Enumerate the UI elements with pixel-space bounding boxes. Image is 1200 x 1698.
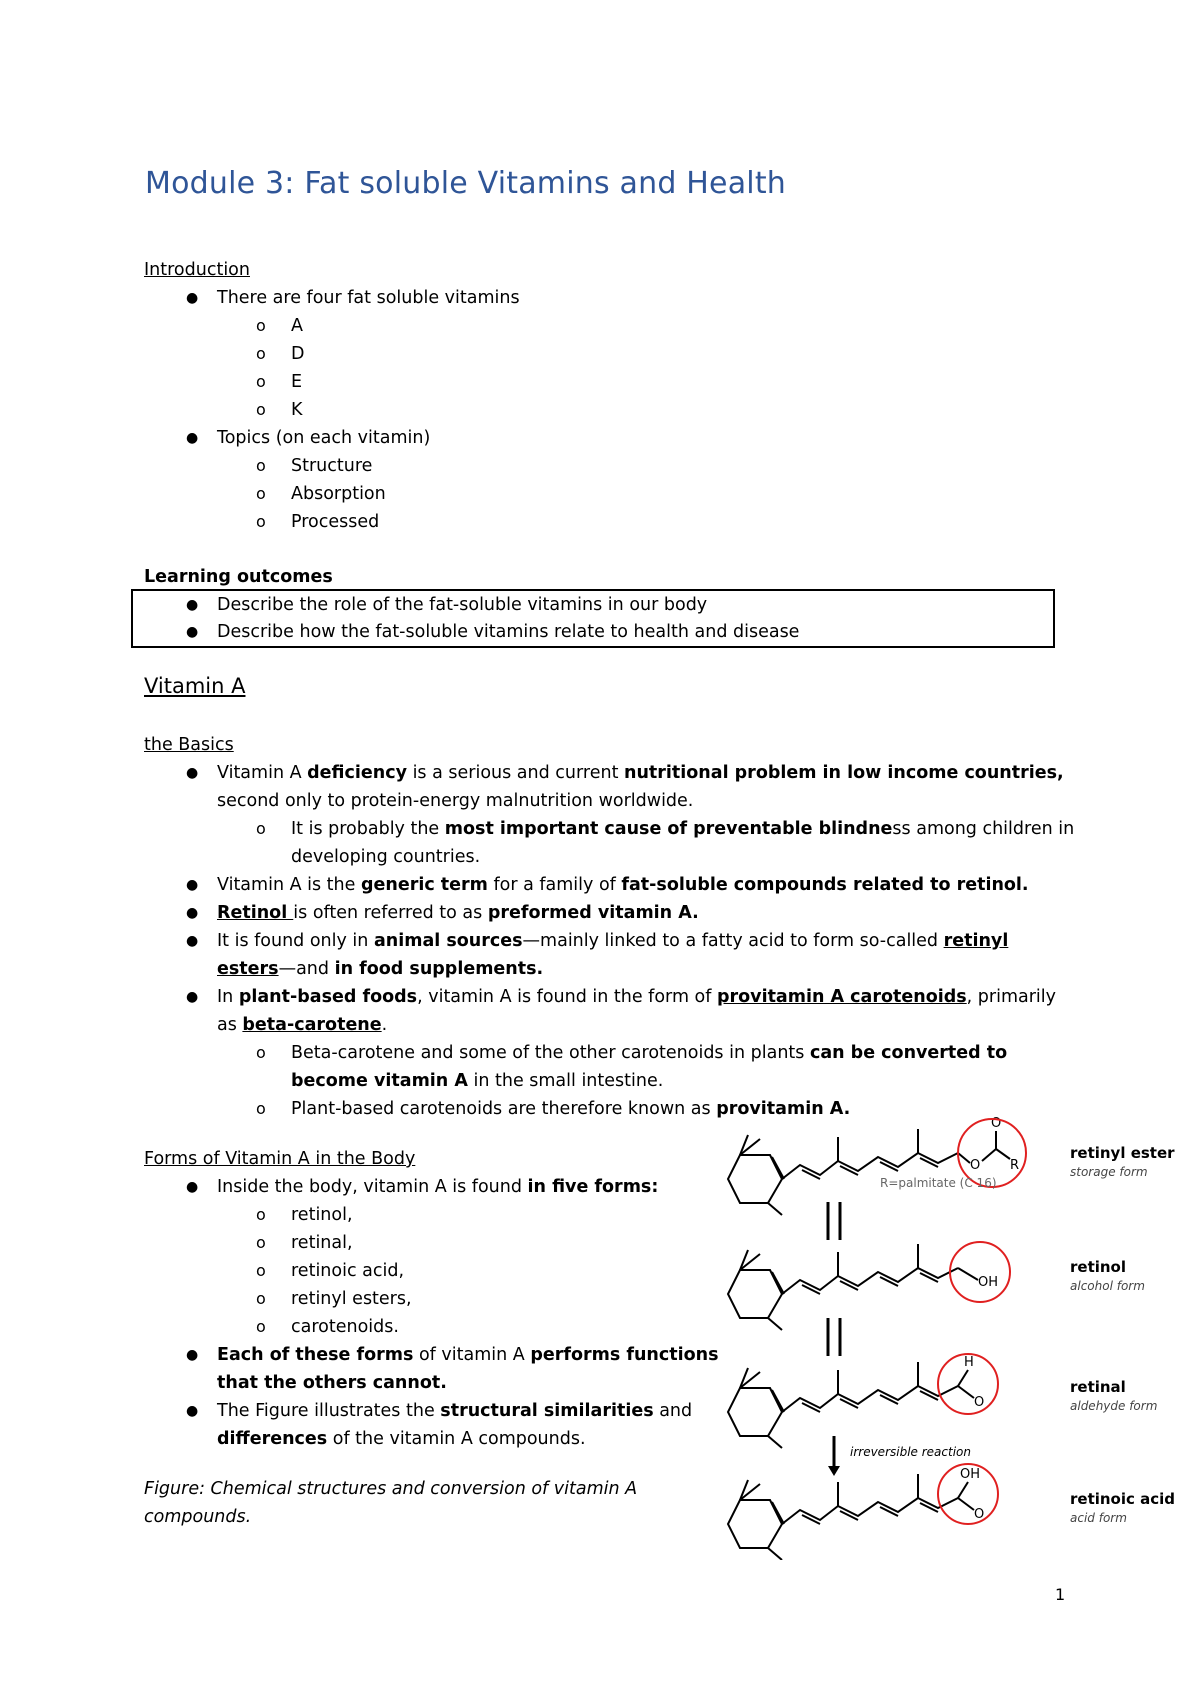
ester-o-label: O	[970, 1158, 981, 1173]
bullet-icon: ●	[186, 905, 199, 921]
retinol-structure	[728, 1242, 1010, 1330]
o-bullet-icon: o	[256, 1317, 266, 1336]
o-bullet-icon: o	[256, 316, 266, 335]
form-item: retinyl esters,	[291, 1289, 412, 1309]
forms-bullet-3: The Figure illustrates the structural similarities and	[217, 1401, 693, 1421]
topic-item: Processed	[291, 512, 380, 532]
h-label: H	[964, 1355, 974, 1370]
reversible-arrow-icon	[828, 1202, 840, 1240]
o-bullet-icon: o	[256, 1233, 266, 1252]
o-label: O	[974, 1395, 985, 1410]
intro-bullet-2: Topics (on each vitamin)	[217, 428, 431, 448]
o-bullet-icon: o	[256, 400, 266, 419]
basics-sub-2: Beta-carotene and some of the other carotenoids in plants can be converted to	[291, 1043, 1008, 1063]
compound-name: retinol	[1070, 1258, 1127, 1276]
bullet-icon: ●	[186, 989, 199, 1005]
basics-sub-1-cont: developing countries.	[291, 847, 481, 867]
basics-paragraph-5: In plant-based foods, vitamin A is found in the form of provitamin A carotenoids, primarily	[217, 987, 1057, 1007]
vitamin-item: K	[291, 400, 303, 420]
outcome-item: Describe how the fat-soluble vitamins relate to health and disease	[217, 622, 800, 642]
bullet-icon: ●	[186, 624, 199, 640]
o-bullet-icon: o	[256, 1289, 266, 1308]
bullet-icon: ●	[186, 877, 199, 893]
o-label: O	[974, 1507, 985, 1522]
outcome-item: Describe the role of the fat-soluble vitamins in our body	[217, 595, 708, 615]
form-item: retinol,	[291, 1205, 353, 1225]
o-bullet-icon: o	[256, 1043, 266, 1062]
topic-item: Structure	[291, 456, 373, 476]
forms-heading: Forms of Vitamin A in the Body	[144, 1149, 416, 1169]
form-item: carotenoids.	[291, 1317, 399, 1337]
o-bullet-icon: o	[256, 372, 266, 391]
bullet-icon: ●	[186, 1347, 199, 1363]
section-heading-vitamin-a: Vitamin A	[144, 674, 246, 698]
basics-paragraph-1: Vitamin A deficiency is a serious and current nutritional problem in low income countries,	[217, 763, 1064, 783]
bullet-icon: ●	[186, 765, 199, 781]
palmitate-note: R=palmitate (C 16)	[880, 1176, 997, 1190]
retinoic-acid-structure	[728, 1464, 998, 1560]
compound-form: storage form	[1070, 1165, 1148, 1179]
compound-form: aldehyde form	[1070, 1399, 1158, 1413]
basics-sub-3: Plant-based carotenoids are therefore known as provitamin A.	[291, 1099, 851, 1119]
basics-paragraph-4: It is found only in animal sources—mainly linked to a fatty acid to form so-called retinyl	[217, 931, 1009, 951]
topic-item: Absorption	[291, 484, 386, 504]
forms-bullet-2-cont: that the others cannot.	[217, 1373, 447, 1393]
compound-name: retinal	[1070, 1378, 1126, 1396]
forms-bullet-1: Inside the body, vitamin A is found in five forms:	[217, 1177, 659, 1197]
oh-label: OH	[960, 1467, 981, 1482]
o-bullet-icon: o	[256, 819, 266, 838]
vitamin-a-structures-figure	[700, 1110, 1180, 1560]
intro-heading: Introduction	[144, 260, 250, 280]
vitamin-item: D	[291, 344, 305, 364]
retinyl-ester-structure	[728, 1116, 1026, 1215]
outcomes-heading: Learning outcomes	[144, 567, 333, 587]
figure-caption: Figure: Chemical structures and conversion of vitamin A	[144, 1479, 638, 1499]
o-bullet-icon: o	[256, 512, 266, 531]
compound-name: retinyl ester	[1070, 1144, 1175, 1162]
highlight-circle	[950, 1242, 1010, 1302]
irreversible-label: irreversible reaction	[850, 1445, 971, 1459]
forms-bullet-2: Each of these forms of vitamin A performs functions	[217, 1345, 719, 1365]
oh-label: OH	[978, 1275, 999, 1290]
basics-paragraph-5-cont: as beta-carotene.	[217, 1015, 388, 1035]
retinal-structure	[728, 1354, 998, 1448]
basics-paragraph-1-cont: second only to protein-energy malnutrition worldwide.	[217, 791, 694, 811]
bullet-icon: ●	[186, 933, 199, 949]
compound-form: acid form	[1070, 1511, 1127, 1525]
page-title: Module 3: Fat soluble Vitamins and Health	[145, 166, 787, 201]
basics-paragraph-4-cont: esters—and in food supplements.	[217, 959, 544, 979]
basics-sub-2-cont: become vitamin A in the small intestine.	[291, 1071, 664, 1091]
irreversible-arrow-icon	[828, 1436, 840, 1476]
form-item: retinoic acid,	[291, 1261, 405, 1281]
o-bullet-icon: o	[256, 344, 266, 363]
ester-r-label: R	[1010, 1158, 1020, 1173]
o-bullet-icon: o	[256, 1261, 266, 1280]
basics-sub-1: It is probably the most important cause of preventable blindness among children in	[291, 819, 1075, 839]
basics-heading: the Basics	[144, 735, 234, 755]
bullet-icon: ●	[186, 1403, 199, 1419]
figure-caption-cont: compounds.	[144, 1507, 252, 1527]
basics-paragraph-3: Retinol is often referred to as preformed vitamin A.	[217, 903, 699, 923]
forms-bullet-3-cont: differences of the vitamin A compounds.	[217, 1429, 586, 1449]
vitamin-item: A	[291, 316, 303, 336]
page-number: 1	[1055, 1585, 1066, 1604]
bullet-icon: ●	[186, 597, 199, 613]
intro-bullet-1: There are four fat soluble vitamins	[217, 288, 520, 308]
compound-name: retinoic acid	[1070, 1490, 1176, 1508]
bullet-icon: ●	[186, 430, 199, 446]
o-bullet-icon: o	[256, 1205, 266, 1224]
ester-o-top: O	[991, 1116, 1002, 1131]
form-item: retinal,	[291, 1233, 353, 1253]
bullet-icon: ●	[186, 1179, 199, 1195]
o-bullet-icon: o	[256, 456, 266, 475]
vitamin-item: E	[291, 372, 303, 392]
o-bullet-icon: o	[256, 484, 266, 503]
reversible-arrow-icon	[828, 1318, 840, 1356]
bullet-icon: ●	[186, 290, 199, 306]
o-bullet-icon: o	[256, 1099, 266, 1118]
compound-form: alcohol form	[1070, 1279, 1145, 1293]
basics-paragraph-2: Vitamin A is the generic term for a family of fat-soluble compounds related to retinol.	[217, 875, 1029, 895]
